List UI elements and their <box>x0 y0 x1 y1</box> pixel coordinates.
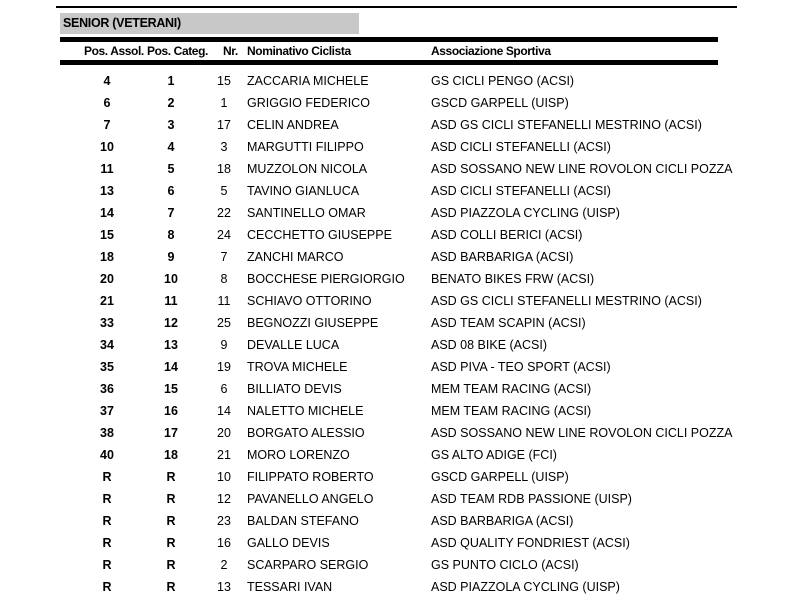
table-row <box>0 290 793 312</box>
team-cell: GSCD GARPELL (UISP) <box>431 96 569 110</box>
table-row <box>0 202 793 224</box>
pos-assol-cell: R <box>102 492 112 506</box>
pos-categ-cell: 17 <box>164 426 178 440</box>
team-cell: ASD QUALITY FONDRIEST (ACSI) <box>431 536 630 550</box>
pos-categ-cell: R <box>166 470 176 484</box>
pos-assol-cell: 15 <box>100 228 114 242</box>
pos-assol-cell: 13 <box>100 184 114 198</box>
results-table <box>0 70 793 598</box>
table-row <box>0 400 793 422</box>
rider-name-cell: GRIGGIO FEDERICO <box>247 96 370 110</box>
team-cell: ASD GS CICLI STEFANELLI MESTRINO (ACSI) <box>431 118 702 132</box>
pos-categ-cell: 14 <box>164 360 178 374</box>
rider-name-cell: BOCCHESE PIERGIORGIO <box>247 272 405 286</box>
table-row <box>0 246 793 268</box>
table-row <box>0 576 793 598</box>
top-divider <box>56 6 737 8</box>
team-cell: MEM TEAM RACING (ACSI) <box>431 404 592 418</box>
rider-name-cell: MARGUTTI FILIPPO <box>247 140 364 154</box>
team-cell: ASD PIAZZOLA CYCLING (UISP) <box>431 206 620 220</box>
pos-assol-cell: R <box>102 580 112 594</box>
pos-categ-cell: R <box>166 536 176 550</box>
pos-categ-cell: 18 <box>164 448 178 462</box>
pos-categ-cell: R <box>166 580 176 594</box>
column-header-nr: Nr. <box>223 44 238 58</box>
bib-number-cell: 3 <box>220 140 228 154</box>
team-cell: ASD BARBARIGA (ACSI) <box>431 250 574 264</box>
rider-name-cell: PAVANELLO ANGELO <box>247 492 374 506</box>
pos-assol-cell: 38 <box>100 426 114 440</box>
pos-categ-cell: 1 <box>167 74 175 88</box>
pos-assol-cell: 7 <box>103 118 111 132</box>
table-row <box>0 488 793 510</box>
bib-number-cell: 15 <box>217 74 231 88</box>
team-cell: ASD CICLI STEFANELLI (ACSI) <box>431 140 611 154</box>
bib-number-cell: 18 <box>217 162 231 176</box>
team-cell: ASD PIVA - TEO SPORT (ACSI) <box>431 360 611 374</box>
team-cell: BENATO BIKES FRW (ACSI) <box>431 272 595 286</box>
table-row <box>0 334 793 356</box>
rider-name-cell: NALETTO MICHELE <box>247 404 364 418</box>
table-row <box>0 554 793 576</box>
rider-name-cell: ZANCHI MARCO <box>247 250 344 264</box>
rider-name-cell: BILLIATO DEVIS <box>247 382 342 396</box>
pos-assol-cell: R <box>102 536 112 550</box>
team-cell: ASD CICLI STEFANELLI (ACSI) <box>431 184 611 198</box>
team-cell: ASD SOSSANO NEW LINE ROVOLON CICLI POZZA <box>431 162 733 176</box>
rider-name-cell: BALDAN STEFANO <box>247 514 359 528</box>
bib-number-cell: 2 <box>220 558 228 572</box>
pos-categ-cell: 13 <box>164 338 178 352</box>
table-row <box>0 92 793 114</box>
bib-number-cell: 17 <box>217 118 231 132</box>
pos-assol-cell: 20 <box>100 272 114 286</box>
table-row <box>0 136 793 158</box>
bib-number-cell: 5 <box>220 184 228 198</box>
bib-number-cell: 1 <box>220 96 228 110</box>
pos-categ-cell: 9 <box>167 250 175 264</box>
rider-name-cell: CELIN ANDREA <box>247 118 339 132</box>
bib-number-cell: 8 <box>220 272 228 286</box>
category-title: SENIOR (VETERANI) <box>60 13 359 34</box>
column-header-pos-assol: Pos. Assol. <box>84 44 144 58</box>
bib-number-cell: 21 <box>217 448 231 462</box>
bib-number-cell: 9 <box>220 338 228 352</box>
team-cell: GS CICLI PENGO (ACSI) <box>431 74 575 88</box>
rider-name-cell: CECCHETTO GIUSEPPE <box>247 228 392 242</box>
pos-assol-cell: 40 <box>100 448 114 462</box>
bib-number-cell: 14 <box>217 404 231 418</box>
pos-assol-cell: 37 <box>100 404 114 418</box>
table-row <box>0 70 793 92</box>
rider-name-cell: MUZZOLON NICOLA <box>247 162 368 176</box>
pos-categ-cell: 4 <box>167 140 175 154</box>
bib-number-cell: 24 <box>217 228 231 242</box>
team-cell: GS PUNTO CICLO (ACSI) <box>431 558 579 572</box>
column-header-name: Nominativo Ciclista <box>247 44 351 58</box>
pos-categ-cell: 15 <box>164 382 178 396</box>
bib-number-cell: 10 <box>217 470 231 484</box>
table-row <box>0 466 793 488</box>
table-row <box>0 158 793 180</box>
bib-number-cell: 13 <box>217 580 231 594</box>
rider-name-cell: SANTINELLO OMAR <box>247 206 366 220</box>
pos-categ-cell: 12 <box>164 316 178 330</box>
rider-name-cell: SCHIAVO OTTORINO <box>247 294 372 308</box>
team-cell: ASD BARBARIGA (ACSI) <box>431 514 574 528</box>
pos-assol-cell: 10 <box>100 140 114 154</box>
pos-assol-cell: R <box>102 470 112 484</box>
bib-number-cell: 11 <box>217 294 231 308</box>
pos-assol-cell: 18 <box>100 250 114 264</box>
rider-name-cell: DEVALLE LUCA <box>247 338 340 352</box>
pos-categ-cell: 3 <box>167 118 175 132</box>
rider-name-cell: BEGNOZZI GIUSEPPE <box>247 316 379 330</box>
rider-name-cell: ZACCARIA MICHELE <box>247 74 369 88</box>
pos-assol-cell: 14 <box>100 206 114 220</box>
table-row <box>0 444 793 466</box>
rider-name-cell: MORO LORENZO <box>247 448 350 462</box>
pos-categ-cell: 11 <box>164 294 178 308</box>
pos-categ-cell: 10 <box>164 272 178 286</box>
pos-categ-cell: R <box>166 514 176 528</box>
pos-categ-cell: 16 <box>164 404 178 418</box>
team-cell: ASD COLLI BERICI (ACSI) <box>431 228 583 242</box>
table-row <box>0 224 793 246</box>
header-rule-bottom <box>60 60 718 65</box>
team-cell: GSCD GARPELL (UISP) <box>431 470 569 484</box>
team-cell: GS ALTO ADIGE (FCI) <box>431 448 557 462</box>
pos-assol-cell: 35 <box>100 360 114 374</box>
table-row <box>0 510 793 532</box>
rider-name-cell: BORGATO ALESSIO <box>247 426 365 440</box>
pos-assol-cell: 36 <box>100 382 114 396</box>
pos-categ-cell: 6 <box>167 184 175 198</box>
bib-number-cell: 6 <box>220 382 228 396</box>
table-row <box>0 378 793 400</box>
team-cell: ASD TEAM RDB PASSIONE (UISP) <box>431 492 632 506</box>
rider-name-cell: SCARPARO SERGIO <box>247 558 369 572</box>
pos-categ-cell: 7 <box>167 206 175 220</box>
table-row <box>0 268 793 290</box>
table-row <box>0 532 793 554</box>
pos-categ-cell: 5 <box>167 162 175 176</box>
pos-categ-cell: R <box>166 558 176 572</box>
bib-number-cell: 25 <box>217 316 231 330</box>
pos-assol-cell: R <box>102 558 112 572</box>
rider-name-cell: TROVA MICHELE <box>247 360 348 374</box>
rider-name-cell: FILIPPATO ROBERTO <box>247 470 374 484</box>
pos-categ-cell: 8 <box>167 228 175 242</box>
team-cell: ASD SOSSANO NEW LINE ROVOLON CICLI POZZA <box>431 426 733 440</box>
table-row <box>0 422 793 444</box>
pos-assol-cell: 33 <box>100 316 114 330</box>
bib-number-cell: 12 <box>217 492 231 506</box>
pos-assol-cell: 11 <box>100 162 114 176</box>
team-cell: ASD 08 BIKE (ACSI) <box>431 338 548 352</box>
bib-number-cell: 20 <box>217 426 231 440</box>
bib-number-cell: 19 <box>217 360 231 374</box>
bib-number-cell: 23 <box>217 514 231 528</box>
pos-assol-cell: R <box>102 514 112 528</box>
pos-assol-cell: 21 <box>100 294 114 308</box>
bib-number-cell: 7 <box>220 250 228 264</box>
bib-number-cell: 16 <box>217 536 231 550</box>
header-rule-top <box>60 37 718 42</box>
table-row <box>0 180 793 202</box>
team-cell: ASD GS CICLI STEFANELLI MESTRINO (ACSI) <box>431 294 702 308</box>
pos-categ-cell: 2 <box>167 96 175 110</box>
table-row <box>0 114 793 136</box>
pos-categ-cell: R <box>166 492 176 506</box>
team-cell: MEM TEAM RACING (ACSI) <box>431 382 592 396</box>
rider-name-cell: TESSARI IVAN <box>247 580 333 594</box>
column-header-team: Associazione Sportiva <box>431 44 551 58</box>
column-header-pos-categ: Pos. Categ. <box>147 44 208 58</box>
rider-name-cell: GALLO DEVIS <box>247 536 330 550</box>
rider-name-cell: TAVINO GIANLUCA <box>247 184 360 198</box>
pos-assol-cell: 34 <box>100 338 114 352</box>
team-cell: ASD PIAZZOLA CYCLING (UISP) <box>431 580 620 594</box>
table-row <box>0 356 793 378</box>
team-cell: ASD TEAM SCAPIN (ACSI) <box>431 316 586 330</box>
table-row <box>0 312 793 334</box>
pos-assol-cell: 4 <box>103 74 111 88</box>
pos-assol-cell: 6 <box>103 96 111 110</box>
bib-number-cell: 22 <box>217 206 231 220</box>
